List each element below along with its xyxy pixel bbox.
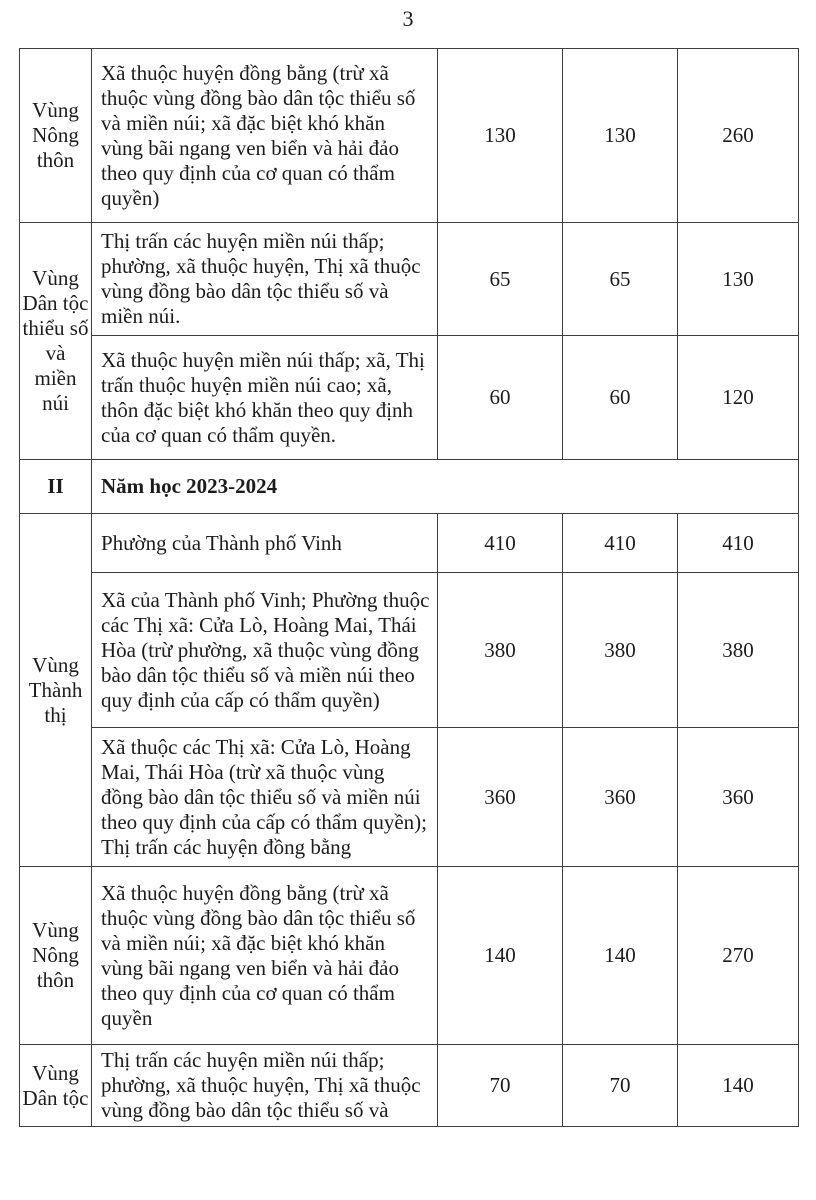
fee-cell: 70: [438, 1045, 563, 1127]
table-row: [20, 49, 799, 223]
fee-cell: 380: [563, 573, 678, 728]
table-row: [20, 573, 799, 728]
description-cell: Xã thuộc huyện miền núi thấp; xã, Thị trấn thuộc huyện miền núi cao; xã, thôn đặc biệt khó khăn theo quy định của cơ quan có thẩm quyền.: [92, 336, 438, 460]
fee-cell: 65: [563, 223, 678, 336]
region-cell: Vùng Dân tộc: [20, 1045, 92, 1127]
table-row: [20, 223, 799, 336]
fee-cell: 60: [438, 336, 563, 460]
fee-cell: 140: [563, 867, 678, 1045]
fee-cell: 360: [563, 728, 678, 867]
fee-cell: 410: [438, 514, 563, 573]
fee-cell: 130: [438, 49, 563, 223]
table-row: [20, 336, 799, 460]
fee-cell: 140: [678, 1045, 799, 1127]
region-cell: Vùng Thành thị: [20, 514, 92, 867]
fee-table: [19, 48, 799, 1127]
region-cell: Vùng Dân tộc thiểu số và miền núi: [20, 223, 92, 460]
fee-cell: 380: [438, 573, 563, 728]
fee-cell: 65: [438, 223, 563, 336]
fee-cell: 120: [678, 336, 799, 460]
fee-cell: 380: [678, 573, 799, 728]
table-row: [20, 514, 799, 573]
fee-cell: 410: [678, 514, 799, 573]
fee-cell: 360: [438, 728, 563, 867]
description-cell: Phường của Thành phố Vinh: [92, 514, 438, 573]
table-row: [20, 728, 799, 867]
fee-cell: 410: [563, 514, 678, 573]
fee-cell: 130: [563, 49, 678, 223]
fee-cell: 130: [678, 223, 799, 336]
fee-cell: 70: [563, 1045, 678, 1127]
description-cell: Xã thuộc huyện đồng bằng (trừ xã thuộc vùng đồng bào dân tộc thiểu số và miền núi; xã đặc biệt khó khăn vùng bãi ngang ven biển và hải đảo theo quy định của cơ quan có thẩm quyền): [92, 49, 438, 223]
section-number-cell: II: [20, 460, 92, 514]
page-number: 3: [402, 6, 414, 31]
description-cell: Xã thuộc huyện đồng bằng (trừ xã thuộc vùng đồng bào dân tộc thiểu số và miền núi; xã đặc biệt khó khăn vùng bãi ngang ven biển và hải đảo theo quy định của cơ quan có thẩm quyền: [92, 867, 438, 1045]
fee-cell: 260: [678, 49, 799, 223]
table-row: [20, 867, 799, 1045]
description-cell: Xã thuộc các Thị xã: Cửa Lò, Hoàng Mai, Thái Hòa (trừ xã thuộc vùng đồng bào dân tộc thiểu số và miền núi theo quy định của cấp có thẩm quyền); Thị trấn các huyện đồng bằng: [92, 728, 438, 867]
region-cell: Vùng Nông thôn: [20, 49, 92, 223]
fee-cell: 360: [678, 728, 799, 867]
section-title-cell: Năm học 2023-2024: [92, 460, 799, 514]
description-cell: Thị trấn các huyện miền núi thấp; phường, xã thuộc huyện, Thị xã thuộc vùng đồng bào dân tộc thiểu số và: [92, 1045, 438, 1127]
description-cell: Xã của Thành phố Vinh; Phường thuộc các Thị xã: Cửa Lò, Hoàng Mai, Thái Hòa (trừ phường, xã thuộc vùng đồng bào dân tộc thiểu số và miền núi theo quy định của cấp có thẩm quyền): [92, 573, 438, 728]
description-cell: Thị trấn các huyện miền núi thấp; phường, xã thuộc huyện, Thị xã thuộc vùng đồng bào dân tộc thiểu số và miền núi.: [92, 223, 438, 336]
region-cell: Vùng Nông thôn: [20, 867, 92, 1045]
fee-cell: 60: [563, 336, 678, 460]
fee-cell: 140: [438, 867, 563, 1045]
section-header-row: [20, 460, 799, 514]
table-row: [20, 1045, 799, 1127]
fee-cell: 270: [678, 867, 799, 1045]
